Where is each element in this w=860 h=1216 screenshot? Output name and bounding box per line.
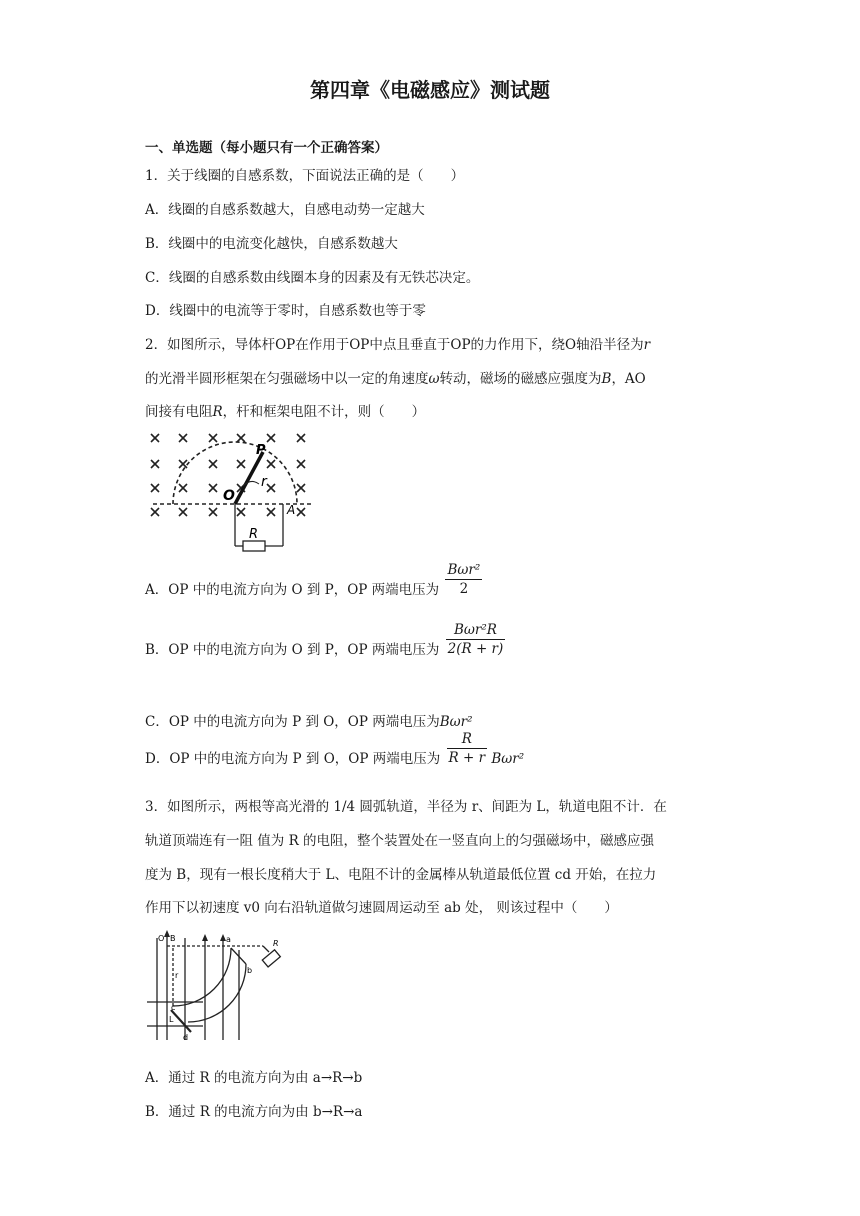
- q1-option-d: D．线圈中的电流等于零时，自感系数也等于零: [145, 303, 426, 319]
- q3-stem-line1: 3．如图所示，两根等高光滑的 1/4 圆弧轨道，半径为 r、间距为 L，轨道电阻不计．在: [145, 799, 667, 815]
- rod-op: [235, 452, 263, 504]
- q3-stem-line4: 作用下以初速度 v0 向右沿轨道做匀速圆周运动至 ab 处， 则该过程中（ ）: [145, 900, 618, 916]
- section-heading: 一、单选题（每小题只有一个正确答案）: [145, 140, 388, 156]
- label-l: L: [169, 1015, 174, 1024]
- label-o: O: [223, 488, 235, 504]
- page-title: 第四章《电磁感应》测试题: [310, 78, 550, 102]
- q3-stem-line3: 度为 B，现有一根长度稍大于 L、电阻不计的金属棒从轨道最低位置 cd 开始，在拉力: [145, 867, 657, 883]
- label-b: b: [247, 966, 253, 975]
- q2-stem-line1: 2．如图所示，导体杆OP在作用于OP中点且垂直于OP的力作用下，绕O轴沿半径为r: [145, 337, 651, 353]
- q1-option-c: C．线圈的自感系数由线圈本身的因素及有无铁芯决定。: [145, 270, 480, 286]
- label-a: A: [287, 503, 296, 517]
- resistor-r: [243, 541, 265, 551]
- label-o: O: [158, 934, 165, 943]
- label-p: P: [256, 443, 266, 458]
- q2-option-a: A．OP 中的电流方向为 O 到 P，OP 两端电压为 $\frac{\text{Bωr²}}{2}$: [145, 562, 481, 598]
- q2-figure: [143, 428, 313, 553]
- label-c: c: [171, 1003, 176, 1012]
- q2-option-b: B．OP 中的电流方向为 O 到 P，OP 两端电压为 $\frac{\text{Bωr²R}}{2(R + r)}$: [145, 622, 504, 658]
- q3-option-b: B．通过 R 的电流方向为由 b→R→a: [145, 1104, 363, 1120]
- q1-stem: 1．关于线圈的自感系数，下面说法正确的是（ ）: [145, 168, 465, 184]
- q2-option-c: C．OP 中的电流方向为 P 到 O，OP 两端电压为Bωr²: [145, 714, 473, 730]
- label-d: d: [183, 1033, 189, 1042]
- q3-figure: [143, 928, 288, 1045]
- q2-option-d: D．OP 中的电流方向为 P 到 O，OP 两端电压为 $\frac{R}{R + r}$ Bωr²: [145, 731, 525, 767]
- label-r: r: [175, 971, 179, 980]
- q2-stem-line3: 间接有电阻R，杆和框架电阻不计，则（ ）: [145, 404, 426, 420]
- q3-stem-line2: 轨道顶端连有一阻 值为 R 的电阻，整个装置处在一竖直向上的匀强磁场中，磁感应强: [145, 833, 655, 849]
- q3-option-a: A．通过 R 的电流方向为由 a→R→b: [145, 1070, 363, 1086]
- semicircle-frame: [173, 442, 297, 504]
- q1-option-a: A．线圈的自感系数越大，自感电动势一定越大: [145, 202, 425, 218]
- label-b-field: B: [170, 934, 176, 943]
- label-resistor: R: [249, 527, 259, 542]
- label-r: r: [261, 474, 267, 490]
- q2-stem-line2: 的光滑半圆形框架在匀强磁场中以一定的角速度ω转动，磁场的磁感应强度为B，AO: [145, 371, 646, 387]
- label-resistor: R: [273, 939, 279, 948]
- label-a: a: [226, 935, 231, 944]
- q1-option-b: B．线圈中的电流变化越快，自感系数越大: [145, 236, 398, 252]
